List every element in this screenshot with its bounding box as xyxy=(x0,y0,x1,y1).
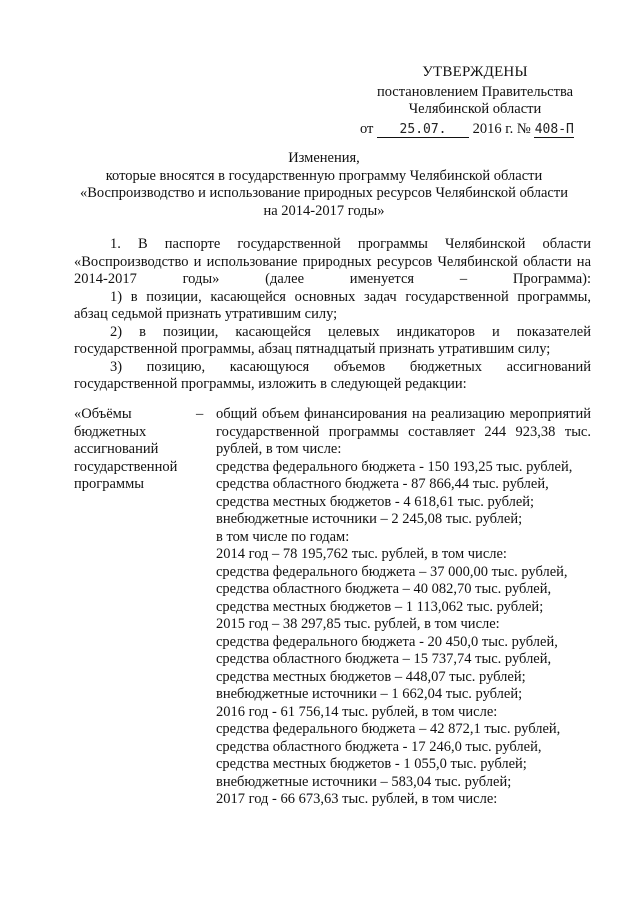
funding-line: 2017 год - 66 673,63 тыс. рублей, в том числе: xyxy=(216,791,498,807)
funding-line: в том числе по годам: xyxy=(216,528,350,545)
funding-section-label xyxy=(74,406,194,809)
document-body xyxy=(74,236,591,394)
funding-line: средства федерального бюджета - 20 450,0 тыс. рублей, xyxy=(216,633,558,650)
funding-line: средства областного бюджета – 40 082,70 тыс. рублей, xyxy=(216,581,552,597)
funding-line: внебюджетные источники – 2 245,08 тыс. рублей; xyxy=(216,511,523,527)
funding-line: средства федерального бюджета – 42 872,1 тыс. рублей, xyxy=(216,721,561,737)
heading-line-1: Изменения, xyxy=(288,150,360,166)
label-line: программы xyxy=(74,476,144,492)
approval-ot: от xyxy=(360,120,374,137)
approval-title: УТВЕРЖДЕНЫ xyxy=(422,64,528,80)
paragraph-3: 2) в позиции, касающейся целевых индикаторов и показателей государственной программы, абзац пятнадцатый признать утратившим силу; xyxy=(74,323,591,357)
funding-line: общий объем финансирования на реализацию мероприятий государственной программы составляет 244 923,38 тыс. рублей, в том числе: xyxy=(216,406,591,457)
label-line: бюджетных xyxy=(74,423,147,440)
document-heading xyxy=(64,150,584,220)
funding-line: средства областного бюджета - 17 246,0 тыс. рублей, xyxy=(216,738,542,755)
approval-line-government: постановлением Правительства xyxy=(376,83,574,100)
funding-line: внебюджетные источники – 1 662,04 тыс. рублей; xyxy=(216,686,523,702)
heading-line-4: на 2014-2017 годы» xyxy=(263,202,385,219)
funding-line: 2016 год - 61 756,14 тыс. рублей, в том числе: xyxy=(216,703,498,720)
approval-year-text: 2016 г. № xyxy=(472,120,531,137)
funding-line: средства федерального бюджета – 37 000,00 тыс. рублей, xyxy=(216,563,568,580)
funding-line: внебюджетные источники – 583,04 тыс. рублей; xyxy=(216,773,512,790)
section-dash: – xyxy=(196,406,204,422)
funding-line: средства местных бюджетов – 1 113,062 тыс. рублей; xyxy=(216,598,544,615)
heading-line-3: «Воспроизводство и использование природных ресурсов Челябинской области xyxy=(80,185,568,201)
label-line: государственной xyxy=(74,458,178,475)
approval-date-value: 25.07. xyxy=(377,123,469,138)
approval-number-value: 408-П xyxy=(534,121,574,137)
label-line: ассигнований xyxy=(74,441,159,457)
funding-section xyxy=(74,406,591,809)
funding-line: средства областного бюджета – 15 737,74 тыс. рублей, xyxy=(216,651,552,667)
approval-date-line xyxy=(360,121,590,139)
paragraph-2: 1) в позиции, касающейся основных задач государственной программы, абзац седьмой признать утратившим силу; xyxy=(74,288,591,322)
funding-line: 2014 год – 78 195,762 тыс. рублей, в том числе: xyxy=(216,546,507,562)
label-line: «Объёмы xyxy=(74,406,132,422)
approval-line-region: Челябинской области xyxy=(408,101,542,117)
approval-stamp xyxy=(360,64,590,138)
funding-line: средства областного бюджета - 87 866,44 тыс. рублей, xyxy=(216,476,549,492)
paragraph-4: 3) позицию, касающуюся объемов бюджетных ассигнований государственной программы, изложить в следующей редакции: xyxy=(74,358,591,392)
funding-section-content xyxy=(216,406,591,809)
funding-line: средства местных бюджетов - 1 055,0 тыс. рублей; xyxy=(216,756,527,772)
funding-line: средства местных бюджетов - 4 618,61 тыс. рублей; xyxy=(216,493,535,510)
funding-line: средства федерального бюджета - 150 193,25 тыс. рублей, xyxy=(216,458,573,475)
paragraph-1: 1. В паспорте государственной программы Челябинской области «Воспроизводство и использование природных ресурсов Челябинской области на 2014-2017 годы» (далее именуется – Программа): xyxy=(74,236,591,287)
funding-line: 2015 год – 38 297,85 тыс. рублей, в том числе: xyxy=(216,616,500,632)
funding-line: средства местных бюджетов – 448,07 тыс. рублей; xyxy=(216,668,526,685)
heading-line-2: которые вносятся в государственную программу Челябинской области xyxy=(105,167,543,184)
